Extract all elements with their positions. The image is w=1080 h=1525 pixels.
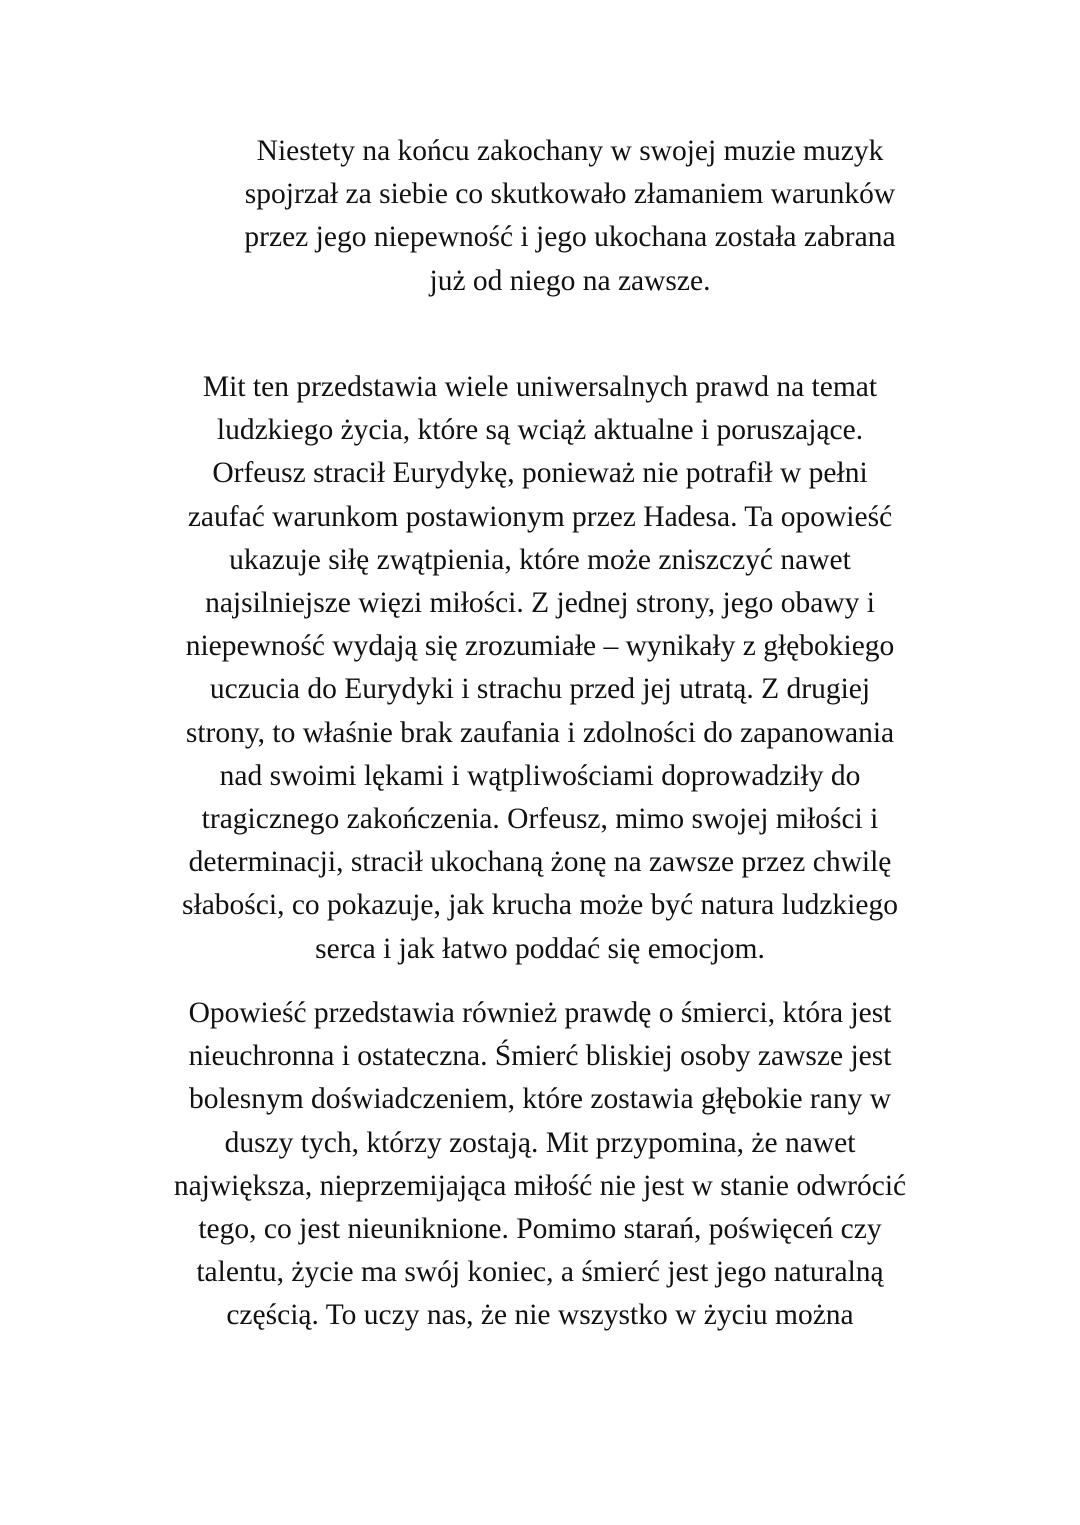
text-line: niepewność wydają się zrozumiałe – wynikały z głębokiego [185,630,895,663]
text-line: największa, nieprzemijająca miłość nie jest w stanie odwrócić [173,1169,907,1202]
text-line: Mit ten przedstawia wiele uniwersalnych prawd na temat [202,371,878,403]
text-line: słabości, co pokazuje, jak krucha może być natura ludzkiego [182,889,898,922]
text-line: przez jego niepewność i jego ukochana została zabrana [244,221,896,254]
text-line: ludzkiego życia, które są wciąż aktualne i poruszające. [216,414,864,447]
text-line: ukazuje siłę zwątpienia, które może zniszczyć nawet [229,543,851,576]
text-line: duszy tych, którzy zostają. Mit przypomina, że nawet [224,1126,856,1159]
text-line: Orfeusz stracił Eurydykę, ponieważ nie potrafił w pełni [212,457,868,490]
text-line: częścią. To uczy nas, że nie wszystko w życiu można [226,1299,854,1332]
text-line: tragicznego zakończenia. Orfeusz, mimo swojej miłości i [201,803,879,836]
text-line: Opowieść przedstawia również prawdę o śmierci, która jest [188,997,892,1029]
text-line: spojrzał za siebie co skutkowało złamaniem warunków [244,178,896,211]
text-line: zaufać warunkom postawionym przez Hadesa. Ta opowieść [187,500,893,533]
text-line: Niestety na końcu zakochany w swojej muzie muzyk [256,135,884,167]
text-line: nieuchronna i ostateczna. Śmierć bliskiej osoby zawsze jest [188,1040,892,1073]
paragraph-3 [110,992,970,1338]
paragraph-1 [190,130,950,303]
text-line: najsilniejsze więzi miłości. Z jednej strony, jego obawy i [205,587,875,620]
text-line: determinacji, stracił ukochaną żonę na zawsze przez chwilę [188,846,892,879]
text-line: uczucia do Eurydyki i strachu przed jej utratą. Z drugiej [209,673,871,706]
text-line: strony, to właśnie brak zaufania i zdolności do zapanowania [185,716,895,749]
text-line: tego, co jest nieuniknione. Pomimo starań, poświęceń czy [198,1213,882,1246]
text-line: nad swoimi lękami i wątpliwościami doprowadziły do [219,759,861,792]
text-line: już od niego na zawsze. [429,264,711,297]
paragraph-2 [110,366,970,971]
text-line: serca i jak łatwo poddać się emocjom. [315,932,765,965]
text-line: bolesnym doświadczeniem, które zostawia głębokie rany w [188,1083,892,1116]
text-line: talentu, życie ma swój koniec, a śmierć jest jego naturalną [196,1256,884,1289]
